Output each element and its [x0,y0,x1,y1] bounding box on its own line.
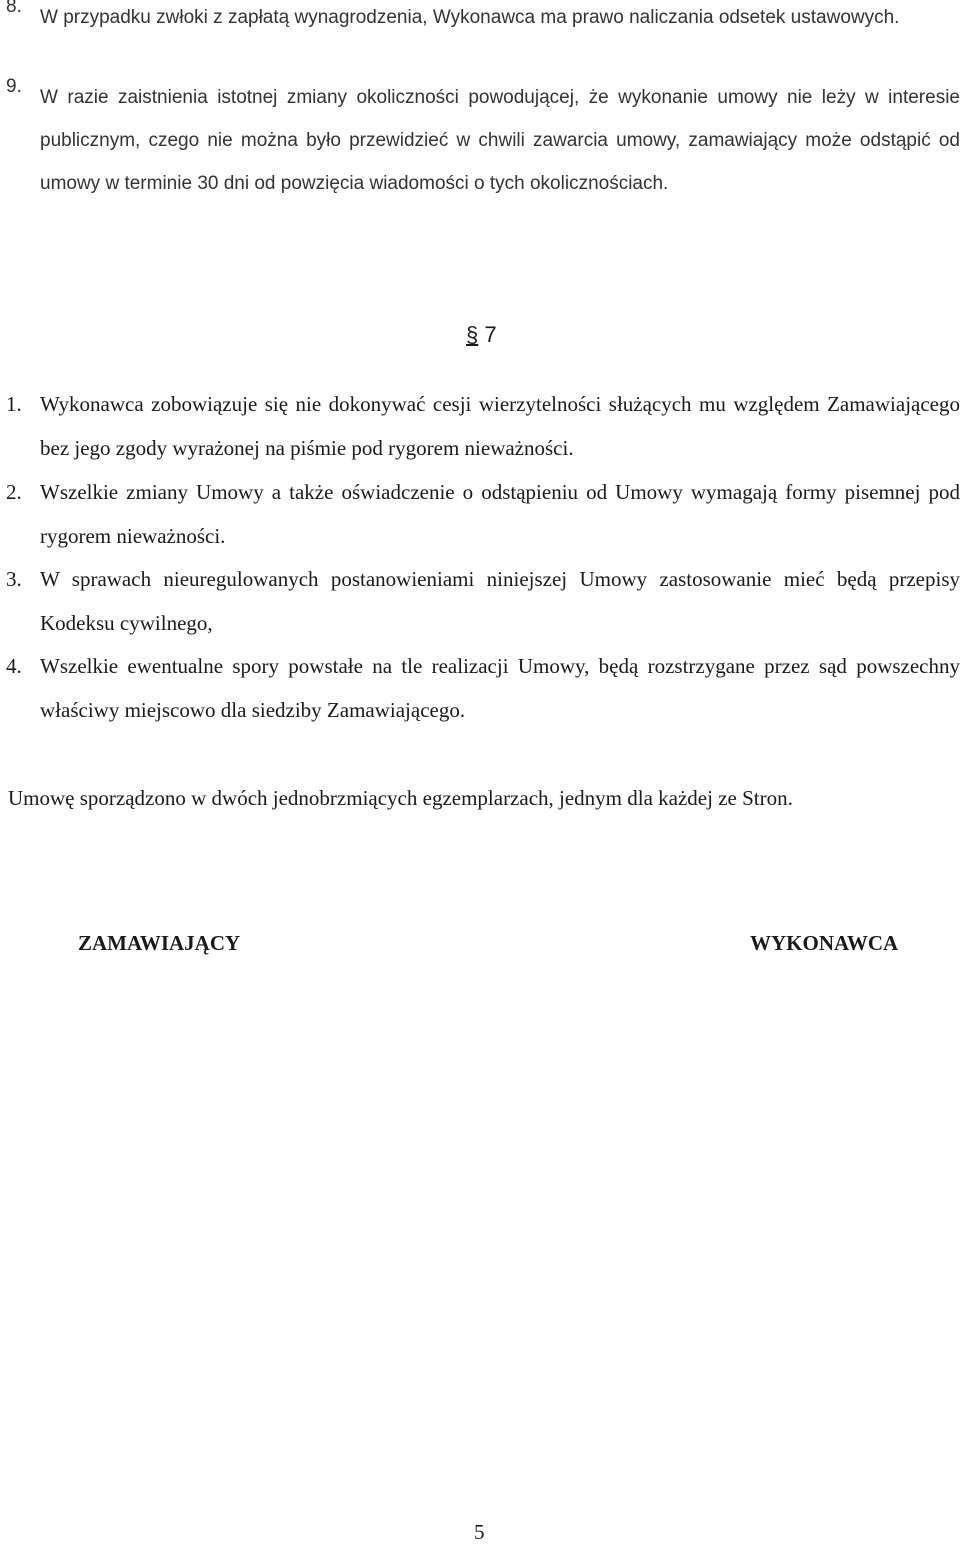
list-item-text: Wszelkie zmiany Umowy a także oświadczenie o odstąpieniu od Umowy wymagają formy pisemnej pod rygorem nieważności. [40,480,960,548]
list-item-text: W przypadku zwłoki z zapłatą wynagrodzenia, Wykonawca ma prawo naliczania odsetek ustawowych. [40,7,900,28]
list-item-text: Wszelkie ewentualne spory powstałe na tle realizacji Umowy, będą rozstrzygane przez sąd powszechny właściwy miejscowo dla siedziby Zamawiającego. [40,654,960,722]
list-item-number: 8. [6,0,22,17]
signature-label-ordering-party: ZAMAWIAJĄCY [78,931,241,955]
list-item-text: Wykonawca zobowiązuje się nie dokonywać cesji wierzytelności służących mu względem Zamawiającego bez jego zgody wyrażonej na piśmie pod rygorem nieważności. [40,392,960,460]
list-item-text: W sprawach nieuregulowanych postanowieniami niniejszej Umowy zastosowanie mieć będą przepisy Kodeksu cywilnego, [40,567,960,635]
list-item-number: 3. [6,567,22,591]
list-item-number: 9. [6,76,22,97]
closing-statement: Umowę sporządzono w dwóch jednobrzmiących egzemplarzach, jednym dla każdej ze Stron. [8,786,793,810]
list-item-number: 2. [6,480,22,504]
section-heading [466,322,497,348]
section-sign: § [466,322,479,347]
signature-label-contractor: WYKONAWCA [750,931,899,955]
section-number: 7 [484,322,497,347]
list-item-number: 1. [6,392,22,416]
list-item-text: W razie zaistnienia istotnej zmiany okoliczności powodującej, że wykonanie umowy nie leży w interesie publicznym, czego nie można było przewidzieć w chwili zawarcia umowy, zamawiający może odstąpić od umowy w terminie 30 dni od powzięcia wiadomości o tych okolicznościach. [40,87,960,194]
list-item-number: 4. [6,654,22,678]
page-number: 5 [474,1520,485,1544]
